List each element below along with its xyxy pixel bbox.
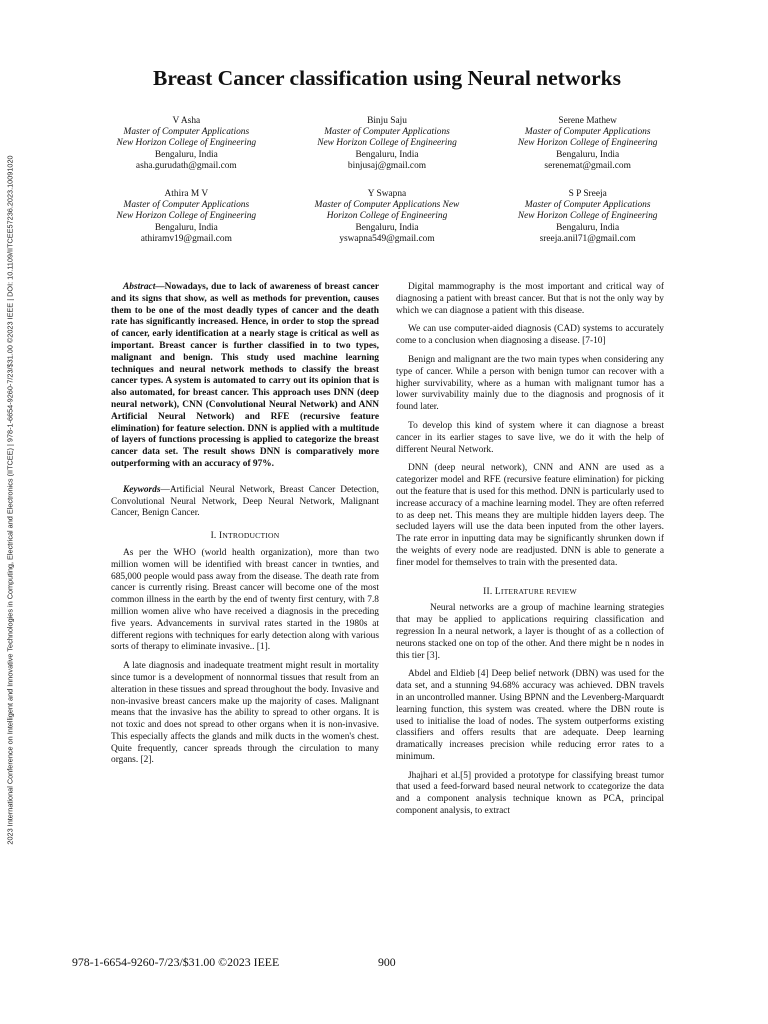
author-org: New Horizon College of Engineering xyxy=(517,138,658,149)
keywords-label: Keywords xyxy=(123,484,161,495)
author-email: serenemat@gmail.com xyxy=(544,160,631,171)
author-role: Master of Computer Applications xyxy=(123,200,250,211)
author-org: New Horizon College of Engineering xyxy=(116,211,257,222)
paragraph: Neural networks are a group of machine learning strategies that may be applied to applications requiring classification and regression In a neural network, a layer is thought of as a collection of neurons stacked one on top of the other. And there might be n nodes in this tier [3]. xyxy=(396,603,664,661)
section-heading-introduction: I. INTRODUCTION xyxy=(210,531,280,542)
author-city: Bengaluru, India xyxy=(355,149,419,160)
page-number: 900 xyxy=(378,955,396,969)
author-role: Master of Computer Applications xyxy=(123,127,250,138)
author-card xyxy=(291,189,484,245)
author-name: Athira M V xyxy=(164,189,209,200)
author-city: Bengaluru, India xyxy=(556,149,620,160)
author-name: Y Swapna xyxy=(367,189,407,200)
left-column xyxy=(111,282,379,774)
paragraph: Benign and malignant are the two main types when considering any type of cancer. While a person with benign tumor can recover with a higher survivability, where as a human with malignant tumor has a lower survivability mainly due to the diagnosis and prognosis of it found later. xyxy=(396,354,664,413)
author-email: yswapna549@gmail.com xyxy=(339,233,435,244)
author-name: Binju Saju xyxy=(367,116,407,126)
sidebar-text: 2023 International Conference on Intelligent and Innovative Technologies in Computing, Electrical and Electronics (IITCEE) | 978-1-6654-9260-7/23/$31.00 ©2023 IEEE | DOI: 10.1109/IITCEE57236.2023.10091020 xyxy=(5,155,15,845)
author-card xyxy=(90,189,283,245)
author-org: New Horizon College of Engineering xyxy=(116,138,257,149)
paragraph: To develop this kind of system where it can diagnose a breast cancer in its earlier stages to save live, we do it with the help of different Neural Network. xyxy=(396,420,664,455)
author-role: Master of Computer Applications xyxy=(324,127,450,138)
author-city: Bengaluru, India xyxy=(556,222,620,233)
right-column xyxy=(396,282,664,825)
keywords xyxy=(111,485,379,520)
author-org: New Horizon College of Engineering xyxy=(517,211,658,222)
author-card xyxy=(291,116,484,172)
abstract-text: —Nowadays, due to lack of awareness of breast cancer and its signs that show, as well as methods for prevention, causes them to be one of the most deadly types of cancer and the death rate has significantly increased. Hence, in order to stop the spread of cancer, early identification at a nearly stage is critical as well as important. Breast cancer is further classified in to two types, malignant and benign. This study used machine learning techniques and neural network methods to classify the breast cancer types. A system is automated to carry out its opinion that is also automated, for breast cancer. This approach uses DNN (deep neural network), CNN (Convolutional Neural Network) and ANN Artificial Neural Network) and RFE (recursive feature elimination) for feature selection. DNN is applied with a multitude of layers of functions processing is applied to categorize the breast cancer data set. The result shows DNN is comparatively more outperforming with an accuracy of 97%. xyxy=(111,282,379,469)
author-role: Master of Computer Applications xyxy=(524,127,651,138)
author-role: Master of Computer Applications xyxy=(524,200,651,211)
author-name: Serene Mathew xyxy=(558,116,617,126)
paragraph: As per the WHO (world health organization), more than two million women will be identified with breast cancer in twnties, and 685,000 people would pass away from the disease. The death rate from cancer is currently rising. Breast cancer will become one of the most common illness in the earth by the end of twenty first century, with 7.8 million women alive who have received a diagnosis in the preceding five years. Advancements in survival rates started in the 1980s at different regions with techniques for early detection along with various sorts of therapy to eliminate invasive.. [1]. xyxy=(111,547,379,653)
author-card xyxy=(491,189,684,245)
paragraph: A late diagnosis and inadequate treatment might result in mortality since tumor is a development of nonnormal tissues that result from an alteration in these tissues and spread throughout the body. Invasive and non-invasive breast cancers make up the majority of cases. Malignant means that the invasive has the ability to spread to other organs. It is not toxic and does not spread to other organs when it is non-invasive. This especially affects the glands and milk ducts in the women's chest. Quite frequently, cancer spreads through the circulation to many organs. [2]. xyxy=(111,661,379,766)
paragraph: DNN (deep neural network), CNN and ANN are used as a categorizer model and RFE (recursive feature elimination) for picking out the feature that is used for this method. DNN is particularly used to increase accuracy of a machine learning model. They are often referred to as deep net. This means they are multiple hidden layers deep. The secluded layers will use the data been inputed from the other layers. The rate error in inputting data may be significantly shrunken down if the weights of every node are readjusted. DNN is able to generate a finer model for themselves to train with the presented data. xyxy=(396,463,664,568)
paragraph: Abdel and Eldieb [4] Deep belief network (DBN) was used for the data set, and a stunning 94.68% accuracy was achieved. DBN travels in an uncontrolled manner. Using BPNN and the Levenberg-Marquardt learning function, this system was created. where the DBN route is used to initialise the load of nodes. The system outperforms existing classifiers and offers results that are adequate. Deep learning dramatically increases precision while reducing error rates to a minimum. xyxy=(396,669,664,762)
author-city: Bengaluru, India xyxy=(154,149,218,160)
author-block xyxy=(90,116,684,245)
author-role: Master of Computer Applications New xyxy=(314,200,460,211)
author-card xyxy=(491,116,684,172)
author-city: Bengaluru, India xyxy=(154,222,218,233)
paper-title: Breast Cancer classification using Neural networks xyxy=(152,66,621,90)
author-org: New Horizon College of Engineering xyxy=(317,138,457,149)
paragraph: We can use computer-aided diagnosis (CAD) systems to accurately come to a conclusion when diagnosing a disease. [7-10] xyxy=(396,324,664,347)
author-email: asha.gurudath@gmail.com xyxy=(135,160,237,171)
author-name: S P Sreeja xyxy=(568,189,607,200)
abstract xyxy=(111,282,379,471)
paragraph: Digital mammography is the most important and critical way of diagnosing a patient with breast cancer. But that is not the only way by which we can diagnose a patient with this disease. xyxy=(396,282,664,316)
footer-copyright: 978-1-6654-9260-7/23/$31.00 ©2023 IEEE xyxy=(72,955,280,969)
author-org: Horizon College of Engineering xyxy=(326,211,448,222)
author-city: Bengaluru, India xyxy=(355,222,419,233)
section-heading-literature-review: II. LITERATURE REVIEW xyxy=(483,586,577,597)
author-card xyxy=(90,116,283,172)
keywords-text: —Artificial Neural Network, Breast Cancer Detection, Convolutional Neural Network, Deep Neural Network, Malignant Cancer, Benign Cancer. xyxy=(111,484,379,519)
abstract-label: Abstract xyxy=(123,282,156,292)
author-email: binjusaj@gmail.com xyxy=(347,160,427,171)
author-name: V Asha xyxy=(172,116,201,126)
author-email: sreeja.anil71@gmail.com xyxy=(539,233,636,244)
paragraph: Jhajhari et al.[5] provided a prototype for classifying breast tumor that used a feed-forward based neural network to ccategorize the data and a component analysis technique known as PCA, principal component analysis, to extract xyxy=(396,770,664,817)
doi-sidebar xyxy=(2,40,18,960)
author-email: athiramv19@gmail.com xyxy=(140,233,232,244)
